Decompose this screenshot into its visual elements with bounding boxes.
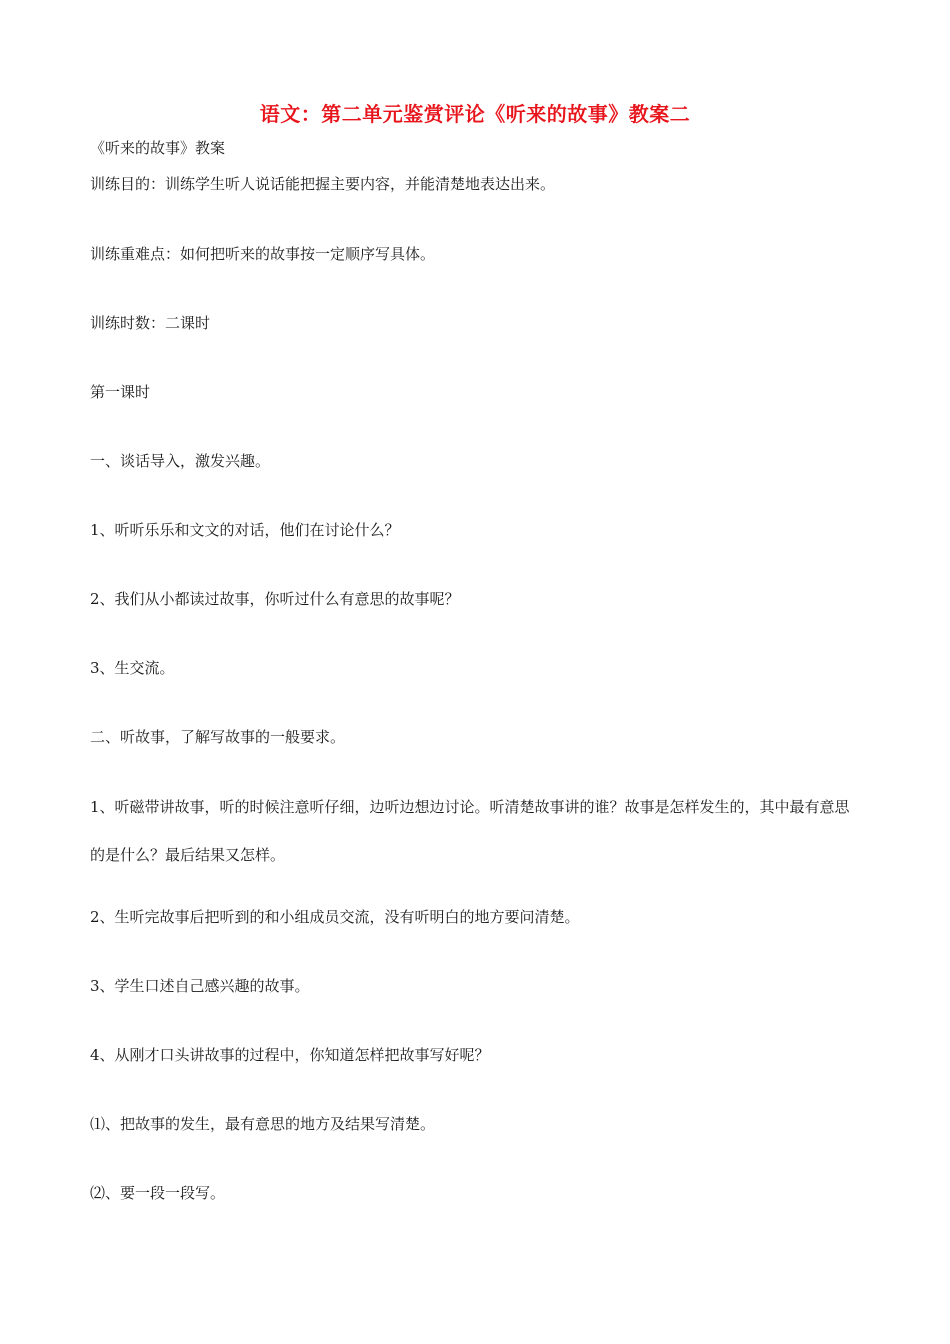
paragraph-share-story: 2、生听完故事后把听到的和小组成员交流，没有听明白的地方要问清楚。 — [90, 908, 580, 926]
paragraph-sub-2: ⑵、要一段一段写。 — [90, 1184, 226, 1202]
document-title: 语文：第二单元鉴赏评论《听来的故事》教案二 — [259, 102, 691, 126]
paragraph-section-two: 二、听故事，了解写故事的一般要求。 — [90, 728, 346, 746]
paragraph-item-2: 2、我们从小都读过故事，你听过什么有意思的故事呢？ — [90, 590, 460, 608]
paragraph-training-goal: 训练目的：训练学生听人说话能把握主要内容，并能清楚地表达出来。 — [90, 175, 556, 193]
paragraph-sub-1: ⑴、把故事的发生，最有意思的地方及结果写清楚。 — [90, 1115, 436, 1133]
paragraph-key-difficulty: 训练重难点：如何把听来的故事按一定顺序写具体。 — [90, 245, 436, 263]
document-subtitle: 《听来的故事》教案 — [90, 139, 226, 157]
paragraph-item-1: 1、听听乐乐和文文的对话，他们在讨论什么？ — [90, 521, 400, 539]
paragraph-item-3: 3、生交流。 — [90, 659, 175, 677]
paragraph-hours: 训练时数：二课时 — [90, 314, 211, 332]
paragraph-section-one: 一、谈话导入，激发兴趣。 — [90, 452, 271, 470]
paragraph-listen-story: 1、听磁带讲故事，听的时候注意听仔细，边听边想边讨论。听清楚故事讲的谁？故事是怎样发生的，其中最有意思的是什么？最后结果又怎样。 — [90, 798, 850, 864]
paragraph-first-lesson: 第一课时 — [90, 383, 151, 401]
paragraph-oral-story: 3、学生口述自己感兴趣的故事。 — [90, 977, 310, 995]
paragraph-how-to-write: 4、从刚才口头讲故事的过程中，你知道怎样把故事写好呢？ — [90, 1046, 490, 1064]
